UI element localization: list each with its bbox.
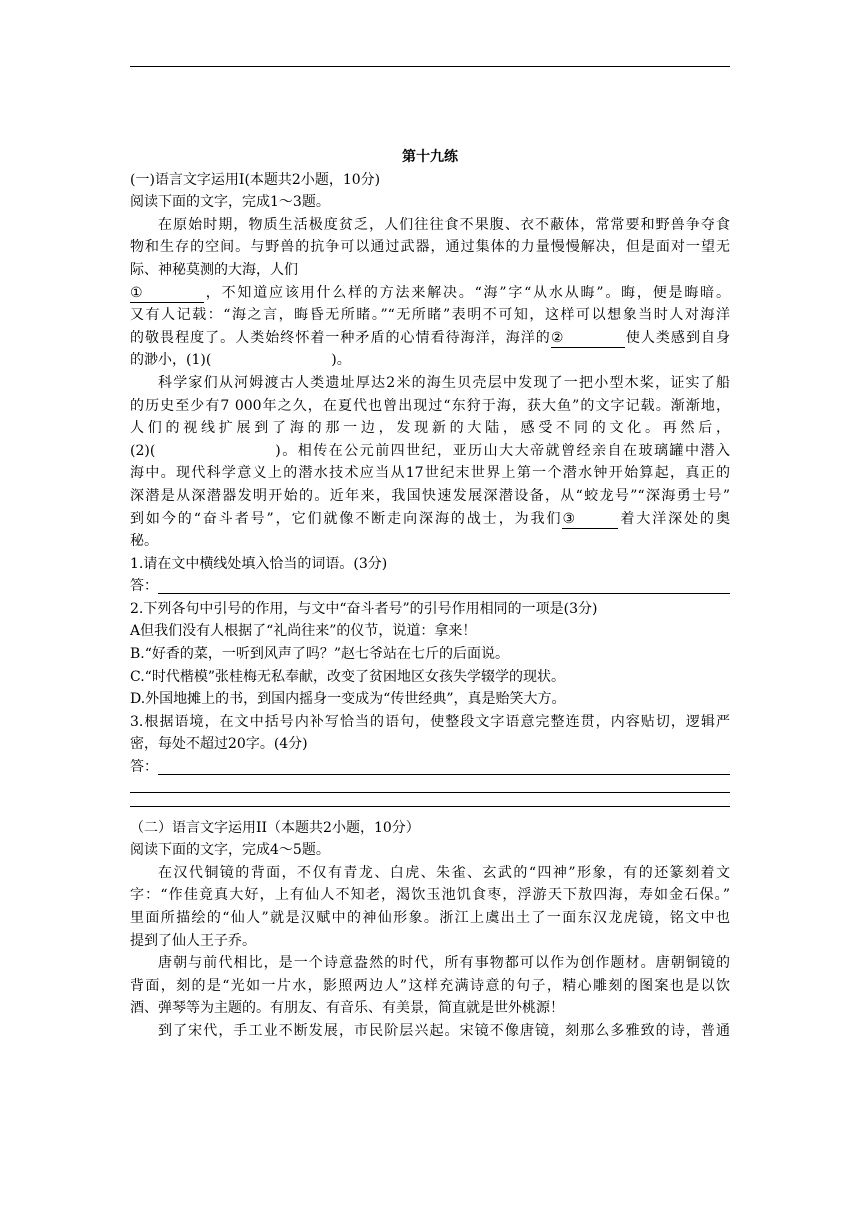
text-line: 里面所描绘的“仙人”就是汉赋中的神仙形象。浙江上虞出土了一面东汉龙虎镜，铭文中也 xyxy=(130,910,730,926)
answer-label: 答： xyxy=(130,578,158,595)
page-title: 第十九练 xyxy=(402,149,458,165)
passage2-paragraph3 xyxy=(130,1020,730,1043)
answer-field-3[interactable] xyxy=(158,758,730,775)
question-3-cont: 密，每处不超过20字。(4分) xyxy=(130,736,308,753)
text-line: 在汉代铜镜的背面，不仅有青龙、白虎、朱雀、玄武的“四神”形象，有的还篆刻着文 xyxy=(158,864,730,881)
question-1: 1.请在文中横线处填入恰当的词语。(3分) xyxy=(130,555,388,572)
answer-label: 答： xyxy=(130,759,158,776)
section2-instruction: 阅读下面的文字，完成4～5题。 xyxy=(130,842,330,859)
text-line: 唐朝与前代相比，是一个诗意盎然的时代，所有事物都可以作为创作题材。唐朝铜镜的 xyxy=(158,955,730,972)
option-c: C.“时代楷模”张桂梅无私奉献，改变了贫困地区女孩失学辍学的现状。 xyxy=(130,668,565,685)
section2-heading: （二）语言文字运用II（本题共2小题，10分） xyxy=(130,819,420,836)
text-line: 到了宋代，手工业不断发展，市民阶层兴起。宋镜不像唐镜，刻那么多雅致的诗，普通 xyxy=(158,1022,730,1039)
text-line: 在原始时期，物质生活极度贫乏，人们往往食不果腹、衣不蔽体，常常要和野兽争夺食 xyxy=(158,216,730,233)
text-line: 背面，刻的是“光如一片水，影照两边人”这样充满诗意的句子，精心雕刻的图案也是以饮 xyxy=(130,977,730,994)
passage2-paragraph2 xyxy=(130,952,730,1020)
text-line xyxy=(130,349,730,372)
option-d: D.外国地摊上的书，到国内摇身一变成为“传世经典”，真是贻笑大方。 xyxy=(130,691,566,708)
text-run: 着大洋深处的奥 xyxy=(618,510,730,527)
text-line: 秘。 xyxy=(130,533,158,550)
text-run: 使人类感到自身 xyxy=(624,329,731,346)
text-line: 提到了仙人王子乔。 xyxy=(130,932,256,949)
option-b: B.“好香的菜，一听到风声了吗？”赵七爷站在七斤的后面说。 xyxy=(130,646,510,663)
text-line: 际、神秘莫测的大海，人们 xyxy=(130,261,298,278)
text-run: )。 xyxy=(331,352,351,369)
text-line: 科学家们从河姆渡古人类遗址厚达2米的海生贝壳层中发现了一把小型木桨，证实了船 xyxy=(158,374,730,391)
text-run: 到如今的“奋斗者号”，它们就像不断走向深海的战士，为我们 xyxy=(130,510,563,527)
passage2-paragraph1 xyxy=(130,862,730,952)
text-line: 的历史至少有7 000年之久，在夏代也曾出现过“东狩于海，获大鱼”的文字记载。渐渐地， xyxy=(130,397,730,414)
passage1-paragraph1 xyxy=(130,214,730,372)
section1-heading: (一)语言文字运用Ⅰ(本题共2小题，10分) xyxy=(130,171,381,188)
text-line xyxy=(130,440,730,463)
blank-1[interactable]: ① xyxy=(130,284,204,303)
question-3: 3.根据语境，在文中括号内补写恰当的语句，使整段文字语意完整连贯，内容贴切，逻辑严 xyxy=(130,713,730,730)
text-line: 物和生存的空间。与野兽的抗争可以通过武器，通过集体的力量慢慢解决，但是面对一望无 xyxy=(130,239,730,256)
document-content xyxy=(130,146,730,1043)
text-line: 又有人记载：“海之言，晦昏无所睹。”“无所睹”表明不可知，这样可以想象当时人对海洋 xyxy=(130,307,730,324)
blank-2[interactable]: ② xyxy=(551,329,625,348)
text-run: ，不知道应该用什么样的方法来解决。“海”字“从水从晦”。晦，便是晦暗。 xyxy=(204,284,730,301)
text-line xyxy=(130,327,730,350)
option-a: A但我们没有人根据了“礼尚往来”的仪节，说道：拿来！ xyxy=(130,623,477,640)
blank-3[interactable]: ③ xyxy=(562,510,618,529)
text-line xyxy=(130,508,730,531)
header-rule xyxy=(130,66,730,67)
question-2: 2.下列各句中引号的作用，与文中“奋斗者号”的引号作用相同的一项是(3分) xyxy=(130,600,598,617)
answer-field-1[interactable] xyxy=(158,577,730,594)
text-line: 深潜是从深潜器发明开始的。近年来，我国快速发展深潜设备，从“蛟龙号”“深海勇士号” xyxy=(130,487,730,504)
text-line: 酒、弹琴等为主题的。有朋友、有音乐、有美景，简直就是世外桃源！ xyxy=(130,1000,564,1017)
section1-instruction: 阅读下面的文字，完成1～3题。 xyxy=(130,194,330,211)
answer-line-1 xyxy=(130,575,730,598)
answer-line-3 xyxy=(130,756,730,779)
text-line: 字：“作佳竟真大好，上有仙人不知老，渴饮玉池饥食枣，浮游天下敖四海，寿如金石保。” xyxy=(130,887,730,904)
text-run: (2)( xyxy=(130,442,156,459)
text-run: 的敬畏程度了。人类始终怀着一种矛盾的心情看待海洋，海洋的 xyxy=(130,329,551,346)
text-line: 海中。现代科学意义上的潜水技术应当从17世纪末世界上第一个潜水钟开始算起，真正的 xyxy=(130,465,730,482)
passage1-paragraph2 xyxy=(130,372,730,553)
text-run: 的渺小，(1)( xyxy=(130,352,212,369)
text-line: 人们的视线扩展到了海的那一边，发现新的大陆，感受不同的文化。再然后， xyxy=(130,420,730,437)
text-line xyxy=(130,282,730,305)
text-run: )。相传在公元前四世纪，亚历山大大帝就曾经亲自在玻璃罐中潜入 xyxy=(275,442,730,459)
